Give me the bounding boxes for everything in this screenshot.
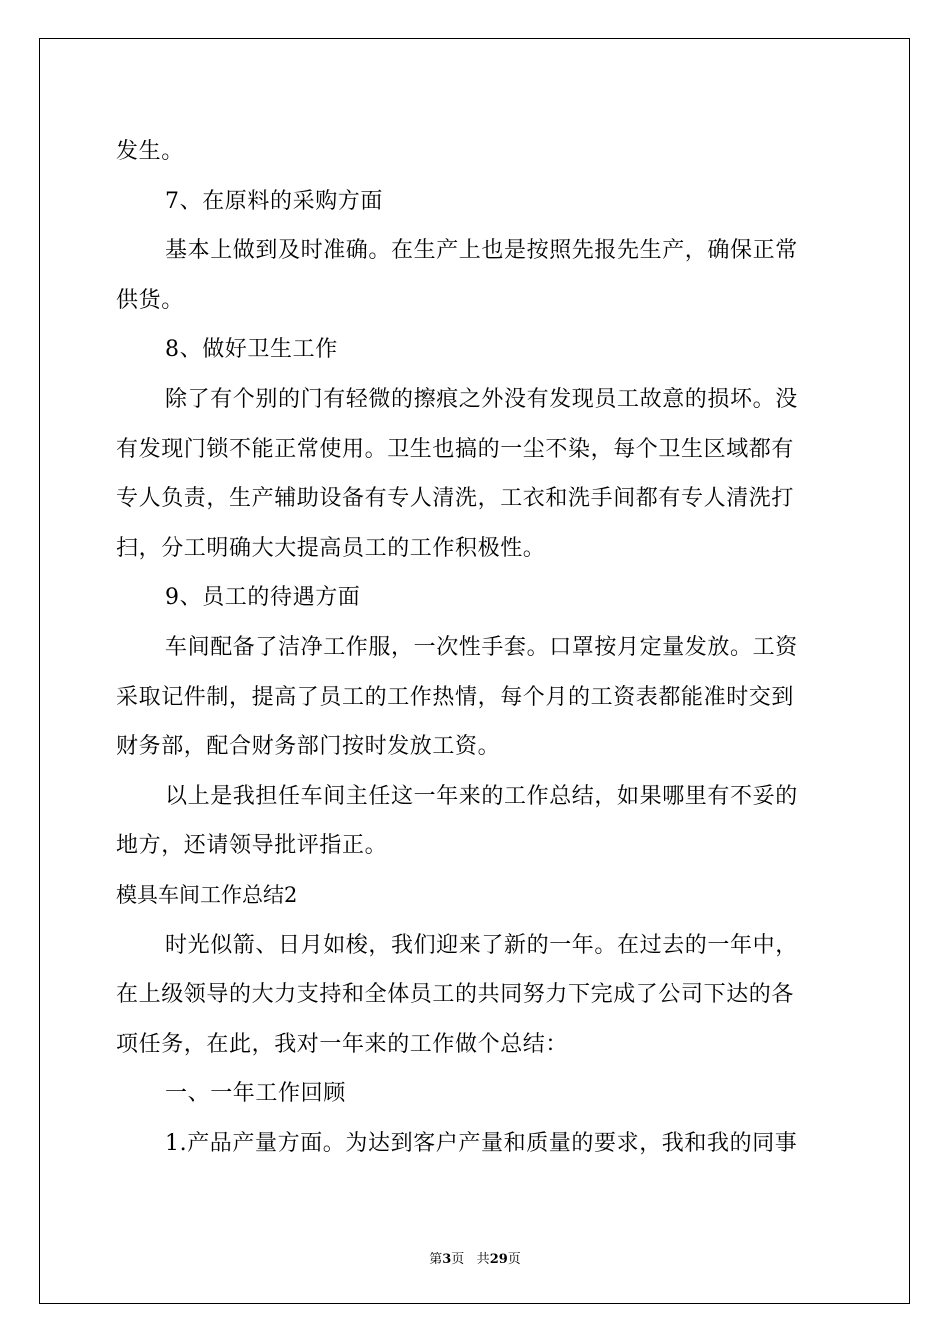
current-page-number: 3 [442,1252,452,1267]
section-heading-7: 7、在原料的采购方面 [165,188,383,214]
total-label-suffix: 页 [507,1252,521,1267]
text-line: 车间配备了洁净工作服，一次性手套。口罩按月定量发放。工资 [165,634,798,660]
text-line: 在上级领导的大力支持和全体员工的共同努力下完成了公司下达的各 [116,982,795,1008]
text-line: 供货。 [116,287,184,313]
document-title: 模具车间工作总结2 [116,882,298,907]
section-heading-9: 9、员工的待遇方面 [165,585,361,611]
text-line: 专人负责，生产辅助设备有专人清洗，工衣和洗手间都有专人清洗打 [116,486,795,512]
text-line: 有发现门锁不能正常使用。卫生也搞的一尘不染，每个卫生区域都有 [116,436,795,462]
page-label-suffix: 页 [451,1252,465,1267]
text-line: 地方，还请领导批评指正。 [116,833,388,859]
total-label-prefix: 共 [476,1252,490,1267]
text-line: 时光似箭、日月如梭，我们迎来了新的一年。在过去的一年中， [165,932,798,958]
text-line: 基本上做到及时准确。在生产上也是按照先报先生产，确保正常 [165,238,798,264]
page-label-prefix: 第 [429,1252,443,1267]
text-line: 扫，分工明确大大提高员工的工作积极性。 [116,535,546,561]
text-line: 除了有个别的门有轻微的擦痕之外没有发现员工故意的损坏。没 [165,386,798,412]
total-page-count: 29 [489,1252,508,1267]
section-heading-1: 一、一年工作回顾 [165,1081,346,1107]
section-heading-8: 8、做好卫生工作 [165,337,338,363]
text-line: 财务部，配合财务部门按时发放工资。 [116,734,501,760]
text-line: 发生。 [116,139,184,164]
text-line: 项任务，在此，我对一年来的工作做个总结： [116,1031,569,1057]
page-footer [0,1248,950,1267]
text-line: 以上是我担任车间主任这一年来的工作总结，如果哪里有不妥的 [165,783,798,809]
document-body [116,127,836,1168]
text-line: 1.产品产量方面。为达到客户产量和质量的要求，我和我的同事 [165,1130,798,1156]
text-line: 采取记件制，提高了员工的工作热情，每个月的工资表都能准时交到 [116,684,795,710]
